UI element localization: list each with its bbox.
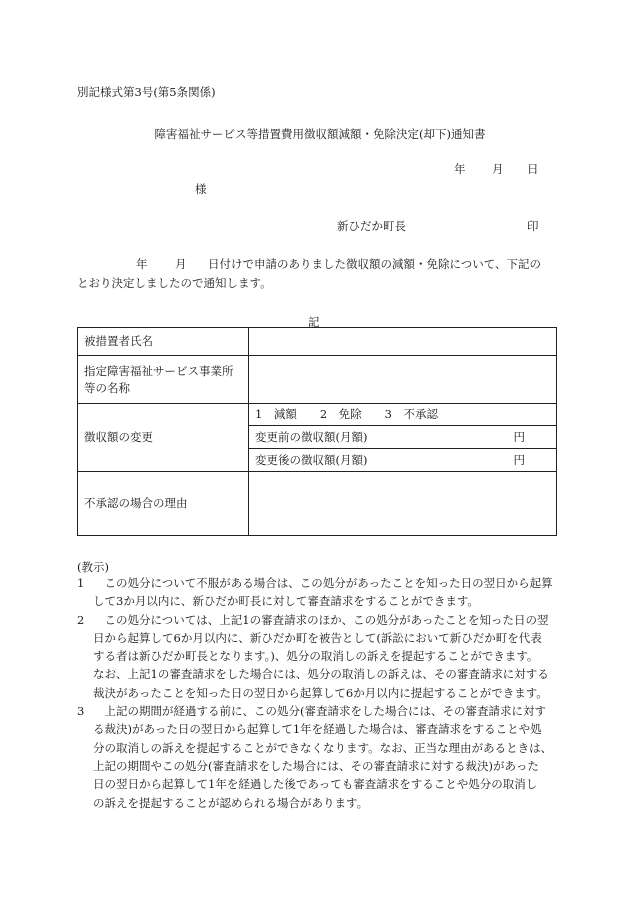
- reason-value-cell: [249, 472, 557, 536]
- instruction-item: [77, 574, 557, 611]
- before-yen-unit: 円: [513, 429, 525, 444]
- seal-mark: 印: [527, 219, 539, 233]
- instruction-number: 3: [77, 704, 85, 719]
- instruction-number: 2: [77, 612, 85, 627]
- body-text-line2: とおり決定しましたので通知します。: [77, 276, 272, 290]
- facility-label: [78, 356, 249, 404]
- issuer-name: 新ひだか町長: [337, 219, 406, 233]
- change-options: 1 減額 2 免除 3 不承認: [249, 404, 557, 426]
- facility-label-line1: 指定障害福祉サービス事業所: [84, 363, 234, 378]
- document-title: 障害福祉サービス等措置費用徴収額減額・免除決定(却下)通知書: [154, 127, 486, 141]
- body-text-line1: 日付けで申請のありました徴収額の減額・免除について、下記の: [208, 257, 542, 271]
- instruction-number: 1: [77, 576, 85, 590]
- date-day-label: 日: [527, 162, 539, 176]
- instructions-list: [77, 574, 557, 812]
- instruction-text: この処分については、上記1の審査請求のほか、この処分があったことを知った日の翌 日から起算して6か月以内に、新ひだか町を被告として(訴訟において新ひだか町を代表 する者は新ひだか町長となります。)、処分の取消しの訴えを提起することができます。 なお、上記1の審査請求をした場合には、処分の取消しの訴えは、その審査請求に対する 裁決があったことを知った日の翌日から起算して6か月以内に提起することができます。: [93, 612, 549, 700]
- change-label: 徴収額の変更: [78, 404, 249, 472]
- facility-value-cell: [249, 356, 557, 404]
- before-amount-label: 変更前の徴収額(月額): [255, 429, 368, 444]
- reason-label: 不承認の場合の理由: [78, 472, 249, 536]
- after-amount-label: 変更後の徴収額(月額): [255, 452, 368, 467]
- date-year-label: 年: [454, 162, 466, 176]
- decision-table: [77, 327, 557, 536]
- body-month-label: 月: [175, 257, 187, 271]
- instruction-item: [77, 611, 557, 702]
- after-yen-unit: 円: [513, 452, 525, 467]
- name-label: 被措置者氏名: [78, 328, 249, 356]
- before-amount-cell: [249, 426, 557, 449]
- instruction-item: [77, 702, 557, 812]
- instruction-text: この処分について不服がある場合は、この処分があったことを知った日の翌日から起算 して3か月以内に、新ひだか町長に対して審査請求をすることができます。: [93, 576, 553, 609]
- form-number: 別記様式第3号(第5条関係): [77, 85, 216, 99]
- after-amount-cell: [249, 449, 557, 472]
- facility-label-line2: 等の名称: [84, 380, 130, 395]
- instruction-text: 上記の期間が経過する前に、この処分(審査請求をした場合には、その審査請求に対す る裁決)があった日の翌日から起算して1年を経過した場合は、審査請求をすることや処 分の取消しの訴えを提起することができなくなります。なお、正当な理由があるときは、 上記の期間やこの処分(審査請求をした場合には、その審査請求に対する裁決)があった 日の翌日から起算して1年を経過した後であっても審査請求をすることや処分の取消し の訴えを提起することが認められる場合があります。: [93, 704, 553, 810]
- date-month-label: 月: [492, 162, 504, 176]
- body-year-label: 年: [136, 257, 148, 271]
- name-value-cell: [249, 328, 557, 356]
- ki-heading: 記: [308, 315, 320, 329]
- addressee-suffix: 様: [195, 182, 207, 196]
- instructions-heading: (教示): [77, 560, 109, 574]
